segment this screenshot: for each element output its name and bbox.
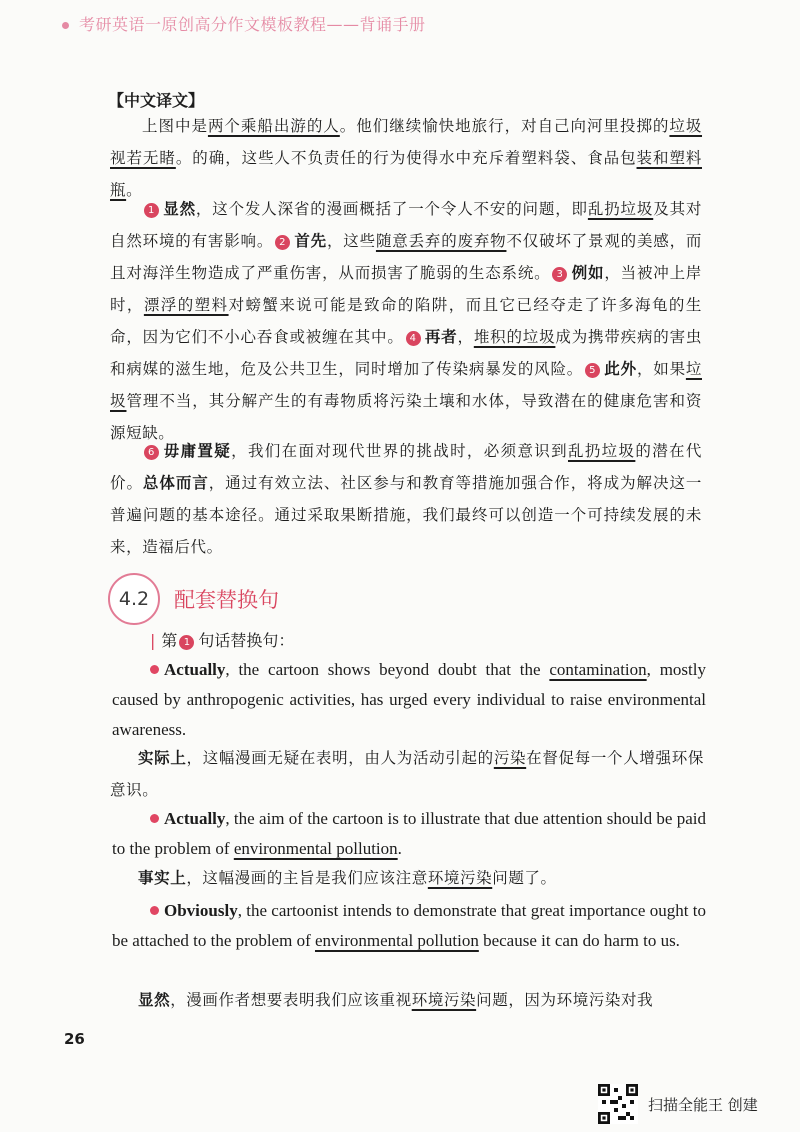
section-heading xyxy=(108,573,279,625)
english-sentence-1: Actually, the cartoon shows beyond doubt that the contamination, mostly caused by anthropogenic activities, has urged every individual to raise environmental awareness. xyxy=(112,660,706,739)
number-marker-6: 6 xyxy=(144,445,159,460)
subheading: | 第 1 句话替换句： xyxy=(150,631,295,650)
chinese-translation-1: 实际上，这幅漫画无疑在表明，由人为活动引起的污染在督促每一个人增强环保意识。 xyxy=(110,749,704,799)
section-label: 【中文译文】 xyxy=(108,91,205,110)
english-sentence-2: Actually, the aim of the cartoon is to illustrate that due attention should be paid to the problem of environmental pollution. xyxy=(112,809,706,858)
keyword: 毋庸置疑 xyxy=(163,442,232,460)
section-title: 配套替换句 xyxy=(174,588,279,612)
number-marker-3: 3 xyxy=(552,267,567,282)
scanner-watermark: 扫描全能王 创建 xyxy=(648,1096,758,1114)
bullet-icon xyxy=(150,906,159,915)
english-sentence-3: Obviously, the cartoonist intends to demonstrate that great importance ought to be attached to the problem of environmental pollution because it can do harm to us. xyxy=(112,901,706,950)
number-marker-5: 5 xyxy=(585,363,600,378)
keyword: 首先 xyxy=(294,232,327,250)
bullet-icon xyxy=(150,814,159,823)
header-title: 考研英语一原创高分作文模板教程——背诵手册 xyxy=(79,15,426,34)
qr-code-icon xyxy=(598,1084,638,1124)
keyword: 显然 xyxy=(163,200,196,218)
number-marker-4: 4 xyxy=(406,331,421,346)
translation-paragraph-1: 上图中是两个乘船出游的人。他们继续愉快地旅行，对自己向河里投掷的垃圾视若无睹。的确，这些人不负责任的行为使得水中充斥着塑料袋、食品包装和塑料瓶。 xyxy=(110,117,703,199)
keyword: 例如 xyxy=(571,264,605,282)
translation-paragraph-3: 6 毋庸置疑，我们在面对现代世界的挑战时，必须意识到乱扔垃圾的潜在代价。总体而言，通过有效立法、社区参与和教育等措施加强合作，将成为解决这一普遍问题的基本途径。通过采取果断措施，我们最终可以创造一个可持续发展的未来，造福后代。 xyxy=(110,442,703,556)
chinese-translation-3: 显然，漫画作者想要表明我们应该重视环境污染问题，因为环境污染对我 xyxy=(138,991,654,1009)
chinese-translation-2: 事实上，这幅漫画的主旨是我们应该注意环境污染问题了。 xyxy=(138,869,557,887)
number-marker-1: 1 xyxy=(144,203,159,218)
keyword: 再者 xyxy=(424,328,458,346)
keyword: 总体而言 xyxy=(142,474,209,492)
page-number: 26 xyxy=(64,1030,85,1048)
number-marker-2: 2 xyxy=(275,235,290,250)
bullet-icon xyxy=(150,665,159,674)
translation-paragraph-2: 1 显然，这个发人深省的漫画概括了一个令人不安的问题，即乱扔垃圾及其对自然环境的有害影响。 2 首先，这些随意丢弃的废弃物不仅破坏了景观的美感，而且对海洋生物造成了严重伤害，从而损害了脆弱的生态系统。 3 例如，当被冲上岸时，漂浮的塑料对螃蟹来说可能是致命的陷阱，而且它已经夺走了许多海龟的生命，因为它们不小心吞食或被缠在其中。 4 再者，堆积的垃圾成为携带疾病的害虫和病媒的滋生地，危及公共卫生，同时增加了传染病暴发的风险。 5 此外，如果垃圾管理不当，其分解产生的有毒物质将污染土壤和水体，导致潜在的健康危害和资源短缺。 xyxy=(110,200,702,442)
header-bullet-icon xyxy=(62,22,69,29)
keyword: 此外 xyxy=(604,360,637,378)
number-marker: 1 xyxy=(179,635,194,650)
running-header xyxy=(62,12,426,35)
section-number-badge: 4.2 xyxy=(108,573,160,625)
